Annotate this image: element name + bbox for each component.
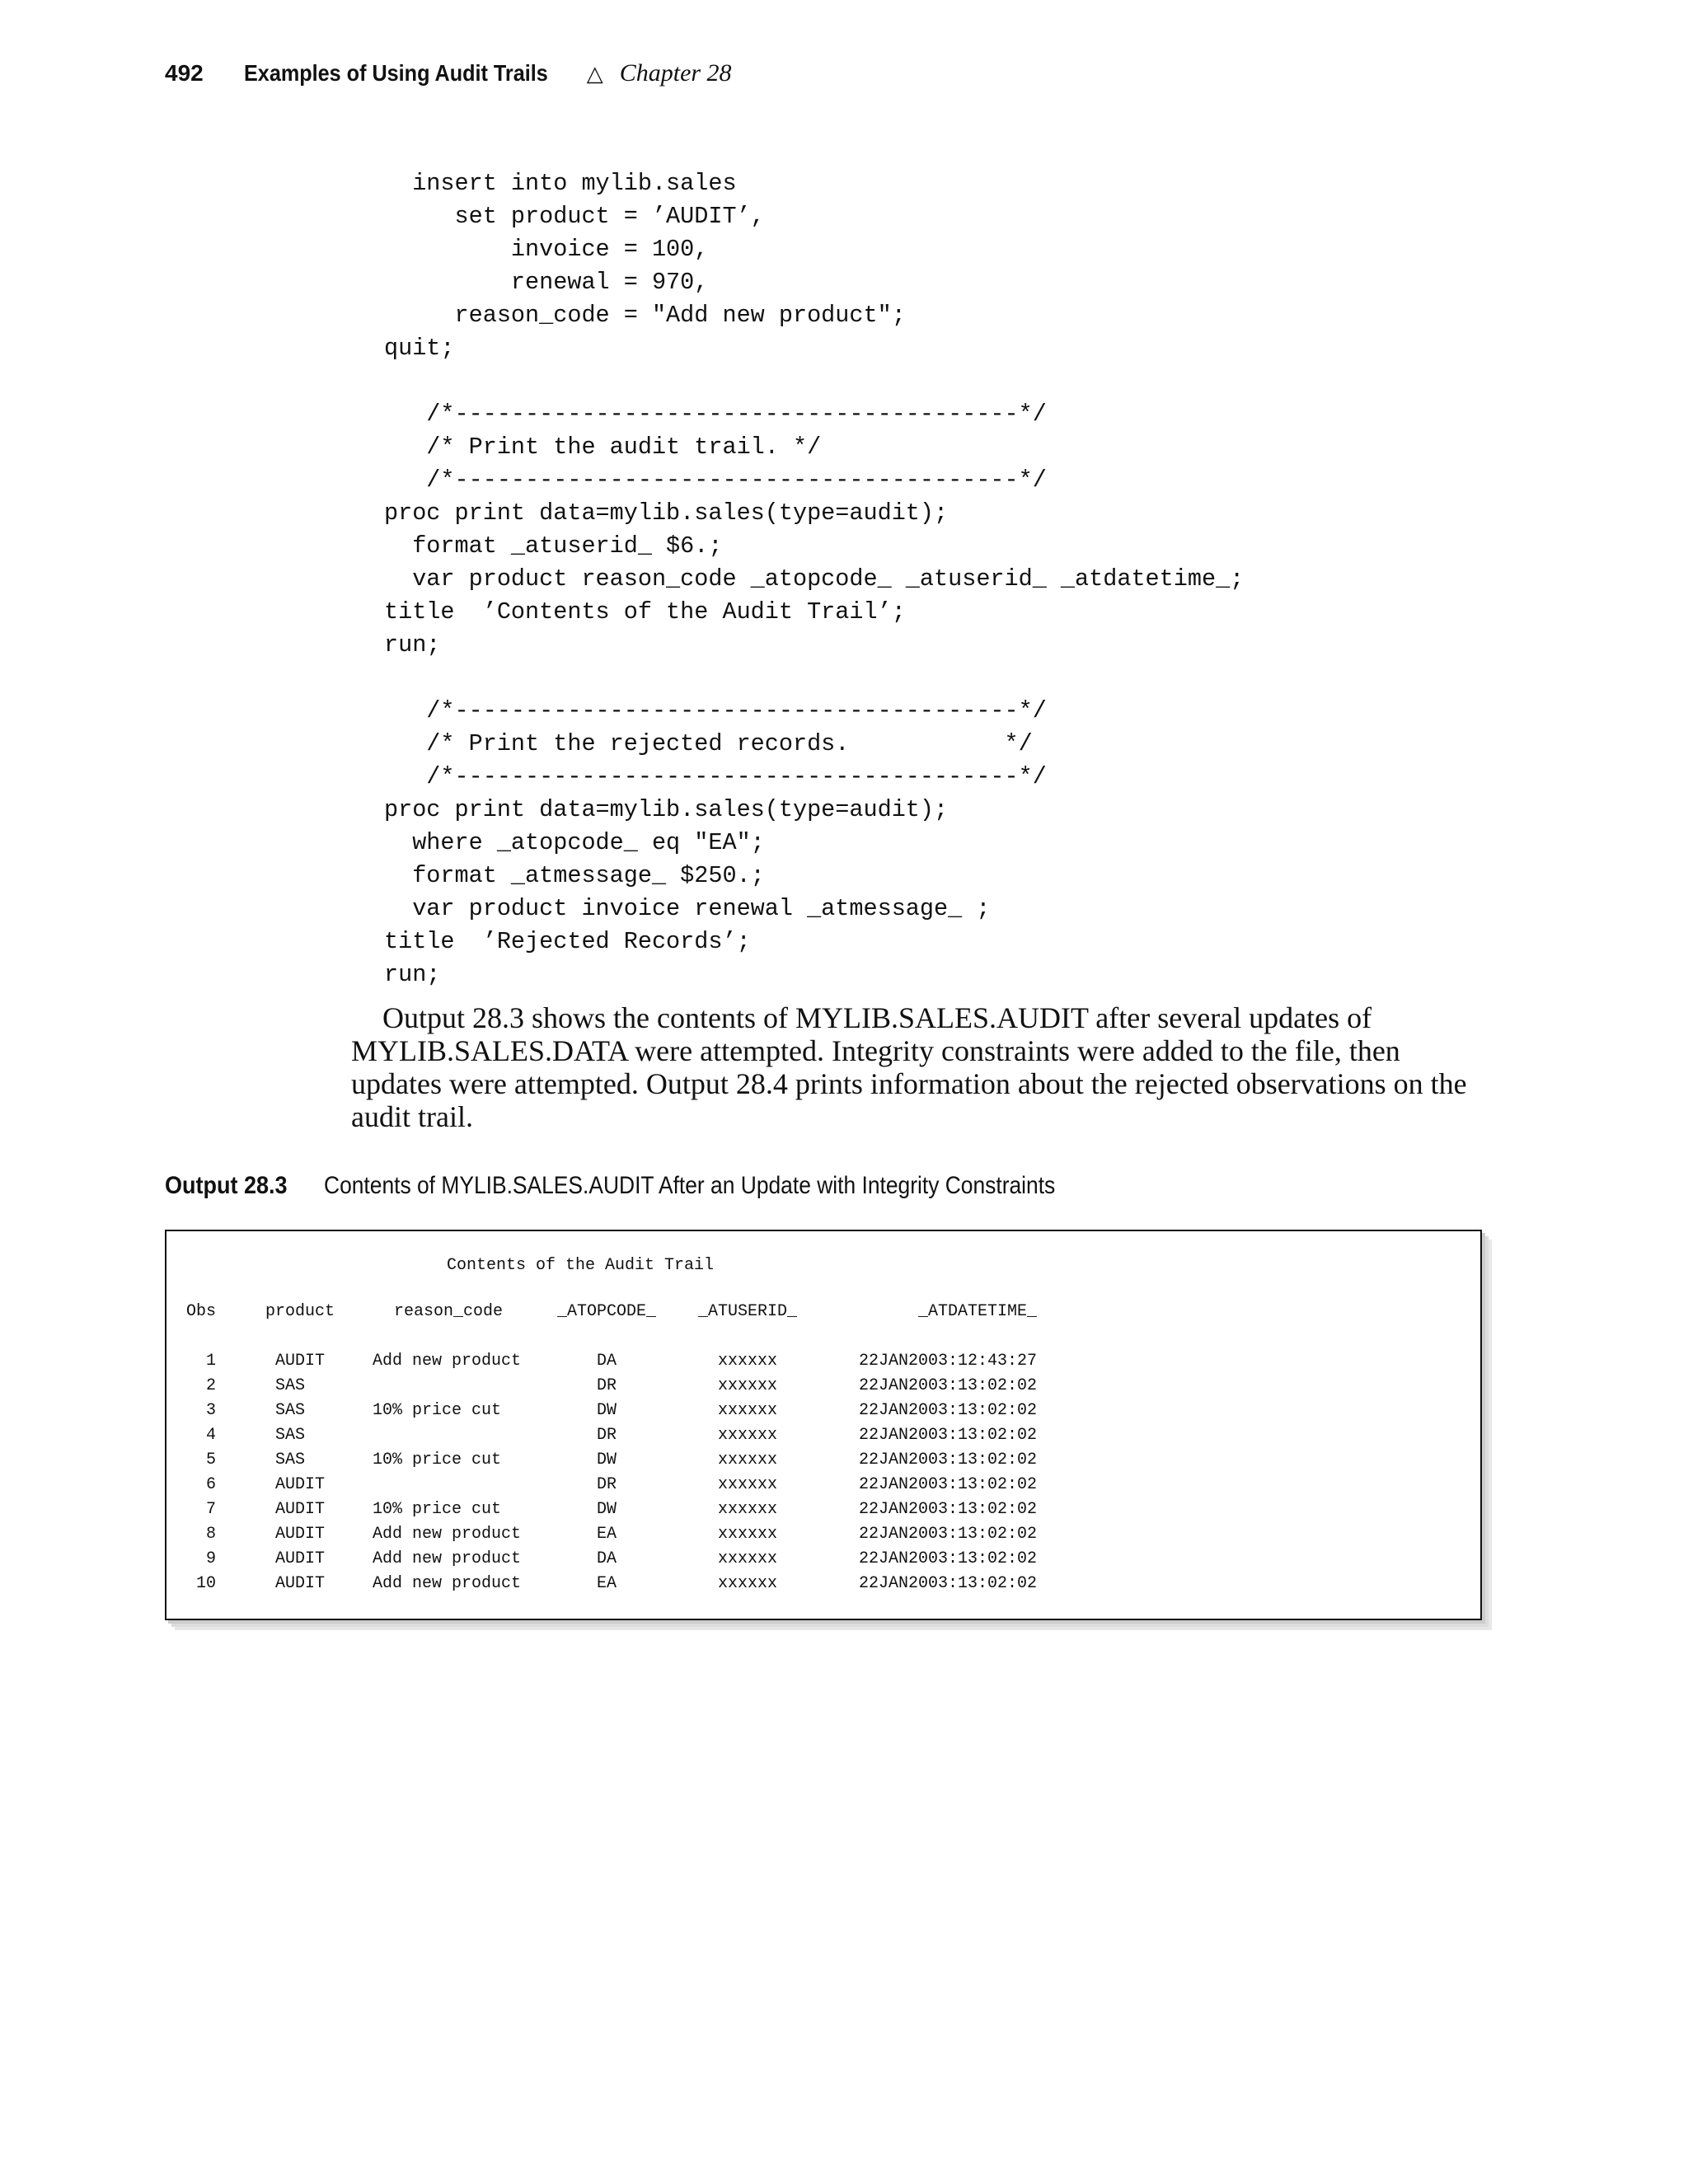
reason-code-cell: 10% price cut [373, 1500, 502, 1519]
atopcode-cell: EA [596, 1525, 617, 1544]
column-header: Obs [185, 1302, 216, 1321]
table-row [166, 1352, 1452, 1376]
atopcode-cell: DA [596, 1549, 617, 1568]
table-header-row [166, 1302, 1452, 1327]
code-block: insert into mylib.sales set product = ’AUDIT’, invoice = 100, renewal = 970, reason_code = "Add new product"; quit; /*----------------------------------------*/ /* Print the audit trail. */ /*----------------------------------------*/ proc print data=mylib.sales(type=audit); format _atuserid_ $6.; var product reason_code _atopcode_ _atuserid_ _atdatetime_; title ’Contents of the Audit Trail’; run; /*----------------------------------------*/ /* Print the rejected records. */ /*----------------------------------------*/ proc print data=mylib.sales(type=audit); where _atopcode_ eq "EA"; format _atmessage_ $250.; var product invoice renewal _atmessage_ ; title ’Rejected Records’; run; [384, 170, 1245, 988]
output-title: Contents of the Audit Trail [447, 1256, 715, 1275]
product-cell: SAS [275, 1426, 306, 1445]
page-number: 492 [165, 60, 204, 86]
atopcode-cell: DW [596, 1500, 617, 1519]
table-row [166, 1500, 1452, 1525]
atdatetime-cell: 22JAN2003:13:02:02 [858, 1500, 1037, 1519]
atdatetime-cell: 22JAN2003:13:02:02 [858, 1426, 1037, 1445]
product-cell: AUDIT [275, 1500, 326, 1519]
obs-cell: 1 [205, 1352, 216, 1371]
product-cell: AUDIT [275, 1352, 326, 1371]
obs-cell: 4 [205, 1426, 216, 1445]
table-row [166, 1426, 1452, 1451]
output-listing [165, 1230, 1482, 1620]
body-paragraph: Output 28.3 shows the contents of MYLIB.SALES.AUDIT after several updates of MYLIB.SALES.DATA were attempted. Integrity constraints were added to the file, then updates were attempted. Output 28.4 prints information about the rejected observations on the audit trail. [351, 1001, 1467, 1133]
reason-code-cell: 10% price cut [373, 1401, 502, 1420]
product-cell: SAS [275, 1451, 306, 1469]
column-header: reason_code [394, 1302, 504, 1321]
atuserid-cell: xxxxxx [717, 1401, 777, 1420]
column-header: _ATDATETIME_ [917, 1302, 1037, 1321]
atdatetime-cell: 22JAN2003:13:02:02 [858, 1451, 1037, 1469]
atdatetime-cell: 22JAN2003:12:43:27 [858, 1352, 1037, 1371]
reason-code-cell: Add new product [373, 1549, 522, 1568]
caption-label: Output 28.3 [165, 1172, 288, 1199]
atdatetime-cell: 22JAN2003:13:02:02 [858, 1401, 1037, 1420]
atuserid-cell: xxxxxx [717, 1500, 777, 1519]
obs-cell: 10 [195, 1574, 216, 1593]
atdatetime-cell: 22JAN2003:13:02:02 [858, 1525, 1037, 1544]
atopcode-cell: DR [596, 1426, 617, 1445]
caption-text: Contents of MYLIB.SALES.AUDIT After an Update with Integrity Constraints [324, 1172, 1056, 1199]
chapter-label: Chapter 28 [619, 59, 732, 87]
running-title: Examples of Using Audit Trails [244, 60, 548, 86]
atuserid-cell: xxxxxx [717, 1574, 777, 1593]
atuserid-cell: xxxxxx [717, 1426, 777, 1445]
obs-cell: 8 [205, 1525, 216, 1544]
obs-cell: 6 [205, 1475, 216, 1494]
product-cell: AUDIT [275, 1525, 326, 1544]
table-row [166, 1475, 1452, 1500]
table-row [166, 1376, 1452, 1401]
table-row [166, 1451, 1452, 1475]
column-header: product [265, 1302, 335, 1321]
output-caption [165, 1172, 1155, 1200]
column-header: _ATUSERID_ [697, 1302, 798, 1321]
reason-code-cell: Add new product [373, 1525, 522, 1544]
atuserid-cell: xxxxxx [717, 1352, 777, 1371]
atopcode-cell: DR [596, 1376, 617, 1395]
obs-cell: 5 [205, 1451, 216, 1469]
atuserid-cell: xxxxxx [717, 1475, 777, 1494]
atdatetime-cell: 22JAN2003:13:02:02 [858, 1549, 1037, 1568]
atdatetime-cell: 22JAN2003:13:02:02 [858, 1475, 1037, 1494]
reason-code-cell: 10% price cut [373, 1451, 502, 1469]
atopcode-cell: DA [596, 1352, 617, 1371]
atdatetime-cell: 22JAN2003:13:02:02 [858, 1376, 1037, 1395]
table-row [166, 1401, 1452, 1426]
product-cell: AUDIT [275, 1574, 326, 1593]
table-row [166, 1549, 1452, 1574]
table-row [166, 1574, 1452, 1599]
column-header: _ATOPCODE_ [556, 1302, 657, 1321]
atuserid-cell: xxxxxx [717, 1451, 777, 1469]
obs-cell: 2 [205, 1376, 216, 1395]
atopcode-cell: EA [596, 1574, 617, 1593]
page-header [165, 59, 732, 87]
atuserid-cell: xxxxxx [717, 1525, 777, 1544]
product-cell: AUDIT [275, 1549, 326, 1568]
reason-code-cell: Add new product [373, 1352, 522, 1371]
obs-cell: 9 [205, 1549, 216, 1568]
reason-code-cell: Add new product [373, 1574, 522, 1593]
atopcode-cell: DR [596, 1475, 617, 1494]
atopcode-cell: DW [596, 1401, 617, 1420]
obs-cell: 7 [205, 1500, 216, 1519]
table-row [166, 1525, 1452, 1549]
triangle-icon: △ [586, 61, 603, 86]
product-cell: SAS [275, 1401, 306, 1420]
product-cell: SAS [275, 1376, 306, 1395]
atuserid-cell: xxxxxx [717, 1376, 777, 1395]
atuserid-cell: xxxxxx [717, 1549, 777, 1568]
atopcode-cell: DW [596, 1451, 617, 1469]
product-cell: AUDIT [275, 1475, 326, 1494]
atdatetime-cell: 22JAN2003:13:02:02 [858, 1574, 1037, 1593]
obs-cell: 3 [205, 1401, 216, 1420]
